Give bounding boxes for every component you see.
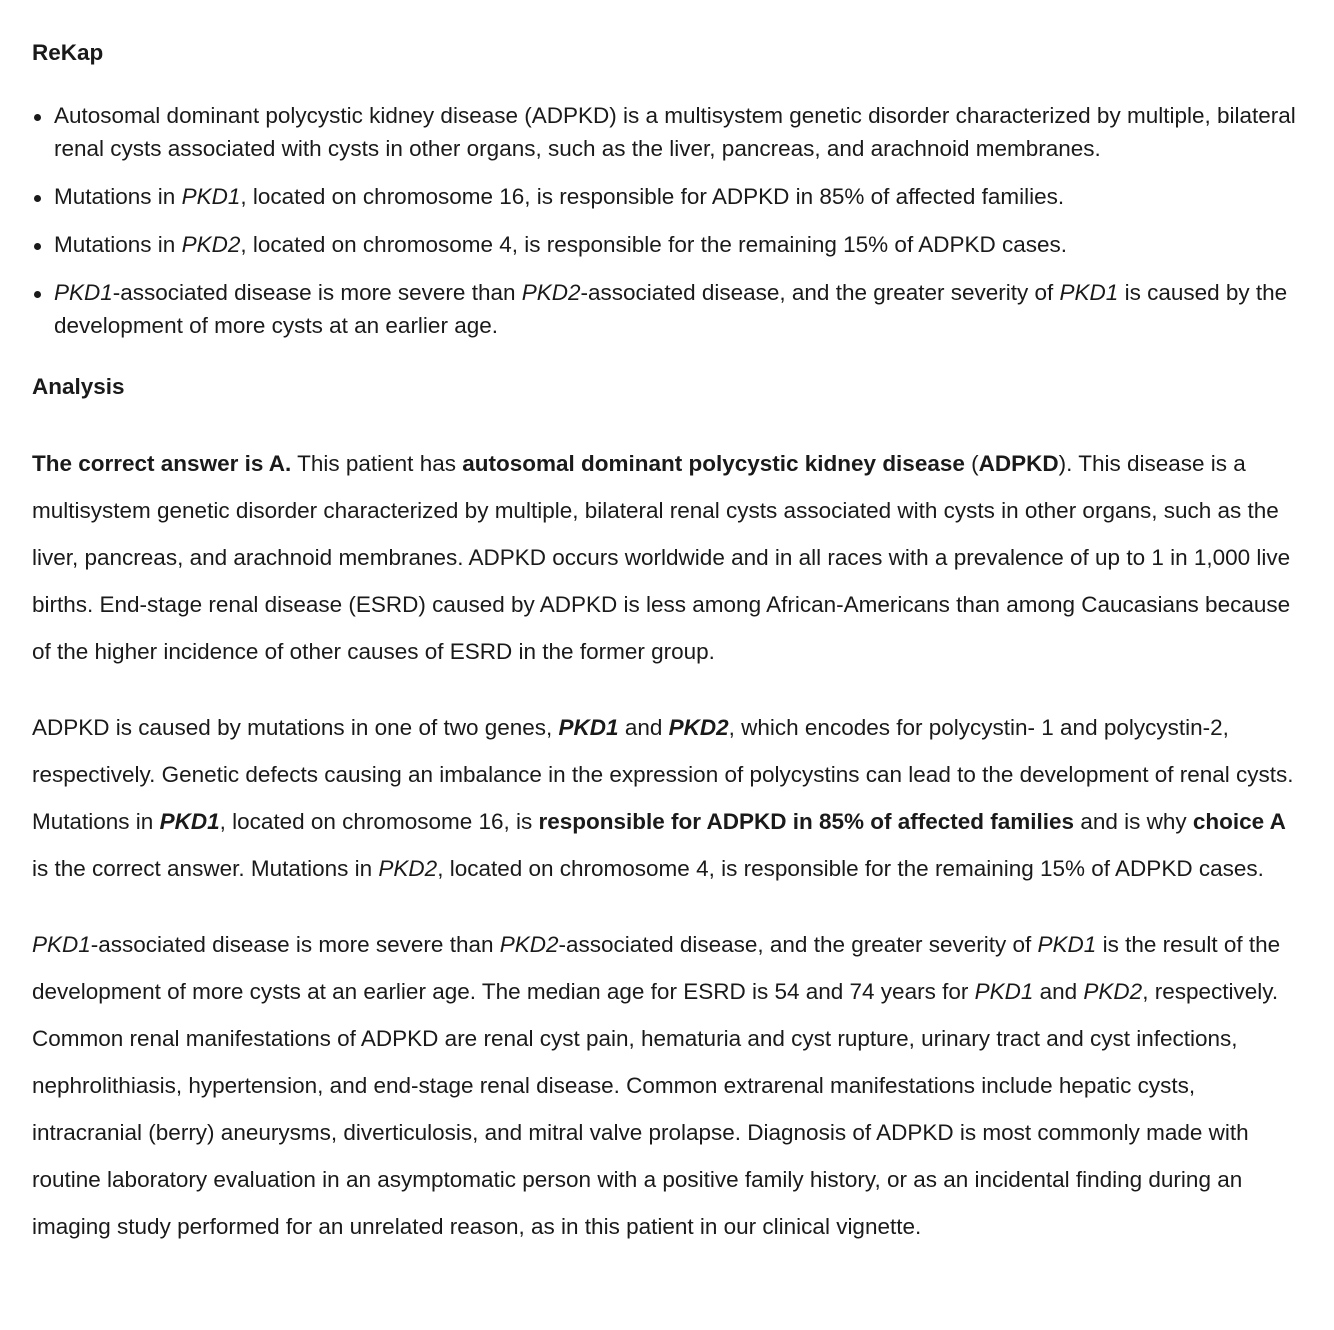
rekap-bullet	[32, 228, 1312, 261]
rekap-list	[32, 99, 1312, 357]
gene-name: PKD2	[668, 715, 729, 740]
gene-name: PKD1	[974, 979, 1034, 1004]
disease-abbreviation: ADPKD	[978, 451, 1059, 476]
paragraph-text: ). This disease is a multisystem genetic disorder characterized by multiple, bilateral renal cysts associated with cysts in other organs, such as the liver, pancreas, and arachnoid membranes. ADPKD occurs worldwide and in all races with a prevalence of up to 1 in 1,000 live births. End-stage renal disease (ESRD) caused by ADPKD is less among African-Americans than among Caucasians because of the higher incidence of other causes of ESRD in the former group.	[32, 451, 1291, 664]
paragraph-text: , located on chromosome 16, is	[219, 809, 539, 834]
gene-name: PKD1	[159, 809, 220, 834]
paragraph-text: and is why	[1074, 809, 1193, 834]
analysis-paragraph	[32, 440, 1308, 675]
analysis-body	[32, 440, 1308, 1279]
gene-name: PKD1	[1059, 280, 1119, 305]
rekap-bullet-text: -associated disease, and the greater severity of	[580, 280, 1060, 305]
paragraph-text: ADPKD is caused by mutations in one of two genes,	[32, 715, 559, 740]
paragraph-text: -associated disease, and the greater severity of	[558, 932, 1038, 957]
gene-name: PKD1	[54, 280, 113, 305]
paragraph-text: is the result of the development of more cysts at an earlier age. The median age for ESRD is 54 and 74 years for	[32, 932, 1281, 1004]
analysis-heading: Analysis	[32, 374, 125, 399]
rekap-bullet-text: Mutations in	[54, 184, 182, 209]
rekap-bullet	[32, 180, 1312, 213]
gene-name: PKD2	[1083, 979, 1143, 1004]
paragraph-text: -associated disease is more severe than	[90, 932, 500, 957]
analysis-paragraph	[32, 921, 1308, 1250]
paragraph-text: and	[1033, 979, 1084, 1004]
gene-name: PKD2	[521, 280, 581, 305]
gene-name: PKD1	[181, 184, 241, 209]
rekap-heading: ReKap	[32, 40, 104, 65]
gene-name: PKD2	[181, 232, 241, 257]
correct-answer-statement: The correct answer is A.	[32, 451, 292, 476]
paragraph-text: , located on chromosome 4, is responsible for the remaining 15% of ADPKD cases.	[437, 856, 1264, 881]
paragraph-text: (	[964, 451, 979, 476]
paragraph-text: This patient has	[291, 451, 463, 476]
gene-name: PKD1	[558, 715, 619, 740]
key-fact: responsible for ADPKD in 85% of affected families	[538, 809, 1075, 834]
gene-name: PKD2	[499, 932, 559, 957]
rekap-bullet-text: -associated disease is more severe than	[112, 280, 522, 305]
paragraph-text: is the correct answer. Mutations in	[32, 856, 379, 881]
analysis-paragraph	[32, 704, 1308, 892]
gene-name: PKD1	[1037, 932, 1097, 957]
rekap-bullet	[32, 276, 1312, 342]
rekap-bullet-text: Mutations in	[54, 232, 182, 257]
answer-choice: choice A	[1192, 809, 1286, 834]
rekap-bullet-text: Autosomal dominant polycystic kidney disease (ADPKD) is a multisystem genetic disorder characterized by multiple, bilateral renal cysts associated with cysts in other organs, such as the liver, pancreas, and arachnoid membranes.	[54, 103, 1296, 161]
rekap-bullet-text: , located on chromosome 4, is responsible for the remaining 15% of ADPKD cases.	[240, 232, 1068, 257]
paragraph-text: and	[618, 715, 669, 740]
rekap-bullet-text: is caused by the development of more cysts at an earlier age.	[54, 280, 1288, 338]
gene-name: PKD2	[378, 856, 438, 881]
rekap-bullet-text: , located on chromosome 16, is responsible for ADPKD in 85% of affected families.	[240, 184, 1065, 209]
paragraph-text: , respectively. Common renal manifestations of ADPKD are renal cyst pain, hematuria and cyst rupture, urinary tract and cyst infections, nephrolithiasis, hypertension, and end-stage renal disease. Common extrarenal manifestations include hepatic cysts, intracranial (berry) aneurysms, diverticulosis, and mitral valve prolapse. Diagnosis of ADPKD is most commonly made with routine laboratory evaluation in an asymptomatic person with a positive family history, or as an incidental finding during an imaging study performed for an unrelated reason, as in this patient in our clinical vignette.	[32, 979, 1279, 1239]
rekap-bullet	[32, 99, 1312, 165]
paragraph-text: , which encodes for polycystin- 1 and polycystin-2, respectively. Genetic defects causing an imbalance in the expression of polycystins can lead to the development of renal cysts. Mutations in	[32, 715, 1294, 834]
gene-name: PKD1	[32, 932, 91, 957]
disease-name: autosomal dominant polycystic kidney disease	[462, 451, 965, 476]
